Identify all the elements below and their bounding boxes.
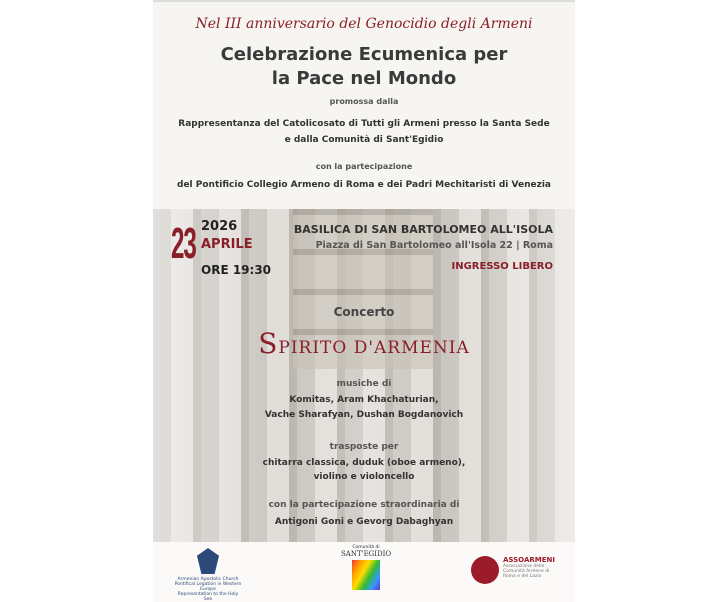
pomegranate-icon [471, 556, 499, 584]
promoter-line1: Rappresentanza del Catolicosato di Tutti gli Armeni presso la Santa Sede [178, 119, 550, 129]
composers-line2: Vache Sharafyan, Dushan Bogdanovich [264, 410, 464, 420]
title-line2: la Pace nel Mondo [271, 68, 457, 89]
basilica-photo [153, 209, 575, 542]
music-by: musiche di [336, 379, 392, 389]
title-rest: PIRITO D'ARMENIA [278, 338, 470, 358]
event-month: APRILE [201, 237, 253, 252]
promoted-by: promossa dalla [329, 97, 399, 106]
event-time: ORE 19:30 [201, 263, 272, 277]
title-line1: Celebrazione Ecumenica per [220, 44, 508, 65]
concert-label: Concerto [333, 305, 395, 319]
sponsor-logos [153, 542, 575, 602]
promoter-line2: e dalla Comunità di Sant'Egidio [284, 135, 444, 145]
logo-text: Pontifical Legation in Western Europe [174, 582, 242, 592]
instruments-line2: violino e violoncello [313, 472, 415, 482]
arranged-for: trasposte per [329, 442, 399, 452]
assoarmeni-logo [471, 556, 555, 579]
logo-text: Comunità di [352, 545, 380, 550]
event-day: 23 [171, 219, 196, 268]
composers-line1: Komitas, Aram Khachaturian, [289, 395, 439, 405]
instruments-line1: chitarra classica, duduk (oboe armeno), [262, 458, 466, 468]
concert-title [153, 327, 575, 360]
address: Piazza di San Bartolomeo all'Isola 22 | Roma [315, 240, 553, 251]
logo-text: ASSOARMENI [503, 556, 555, 564]
participants: del Pontificio Collegio Armeno di Roma e dei Padri Mechitaristi di Venezia [177, 180, 551, 190]
logo-text: Armenian Apostolic Church [177, 577, 239, 582]
entry: INGRESSO LIBERO [451, 261, 553, 272]
participation-label: con la partecipazione [315, 162, 413, 171]
logo-text: Associazione delle Comunità Armene di Roma e del Lazio [503, 564, 550, 579]
event-poster [153, 0, 575, 600]
event-year: 2026 [201, 219, 238, 234]
santegidio-logo [341, 545, 391, 590]
armenian-church-logo [173, 548, 243, 602]
logo-text: SANT'EGIDIO [341, 550, 392, 558]
performers: Antigoni Goni e Gevorg Dabaghyan [274, 517, 454, 527]
special-participation: con la partecipazione straordinaria di [268, 500, 460, 510]
logo-text: Representation to the Holy See [177, 592, 239, 602]
anniversary-heading: Nel III anniversario del Genocidio degli Armeni [195, 16, 533, 32]
title-initial: S [258, 327, 279, 360]
dove-rainbow-icon [352, 560, 380, 590]
venue: BASILICA DI SAN BARTOLOMEO ALL'ISOLA [293, 223, 553, 236]
church-emblem-icon [197, 548, 219, 574]
